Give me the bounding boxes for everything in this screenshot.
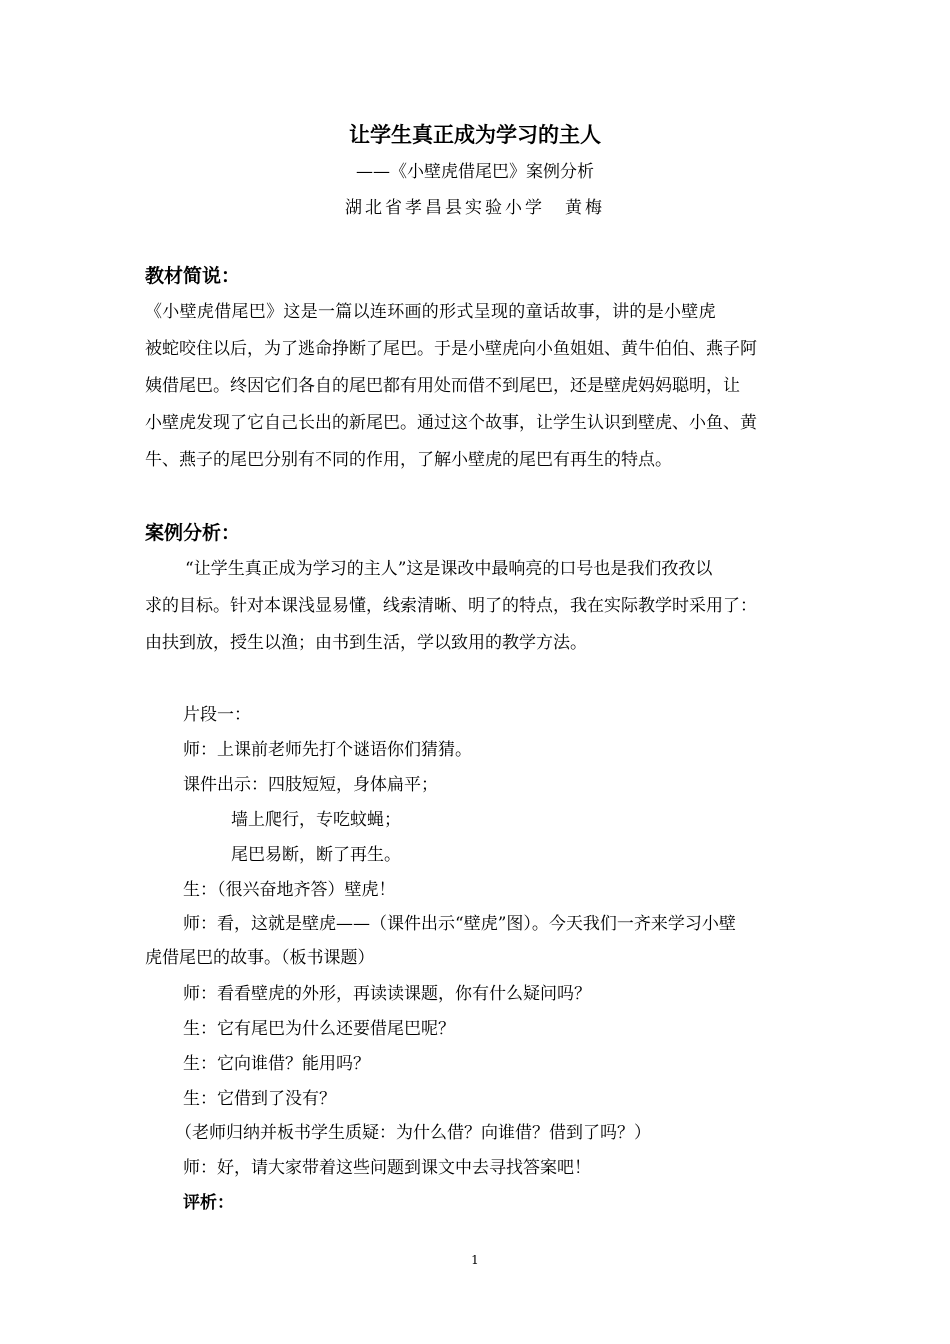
paragraph-line: 姨借尾巴。终因它们各自的尾巴都有用处而借不到尾巴，还是壁虎妈妈聪明，让 (145, 376, 740, 396)
page-number: 1 (471, 1253, 479, 1267)
document-subtitle: ——《小壁虎借尾巴》案例分析 (356, 162, 594, 182)
segment-label: 片段一： (183, 705, 251, 725)
dialogue-line: 生：它借到了没有？ (183, 1089, 336, 1109)
paragraph-line: “让学生真正成为学习的主人”这是课改中最响亮的口号也是我们孜孜以 (185, 559, 713, 579)
dialogue-line: 师：好，请大家带着这些问题到课文中去寻找答案吧！ (183, 1158, 591, 1178)
paragraph-line: 小壁虎发现了它自己长出的新尾巴。通过这个故事，让学生认识到壁虎、小鱼、黄 (145, 413, 757, 433)
dialogue-line: 生：它向谁借？能用吗？ (183, 1054, 370, 1074)
dialogue-line: 生：（很兴奋地齐答）壁虎！ (183, 880, 396, 900)
dialogue-line: （老师归纳并板书学生质疑：为什么借？向谁借？借到了吗？） (175, 1123, 651, 1143)
section-heading-textbook: 教材简说： (145, 265, 241, 287)
dialogue-line: 师：看，这就是壁虎——（课件出示“壁虎”图）。今天我们一齐来学习小壁 (183, 914, 736, 934)
dialogue-line: 师：上课前老师先打个谜语你们猜猜。 (183, 740, 472, 760)
dialogue-line: 师：看看壁虎的外形，再读读课题，你有什么疑问吗？ (183, 984, 591, 1004)
paragraph-line: 由扶到放，授生以渔；由书到生活，学以致用的教学方法。 (145, 633, 587, 653)
dialogue-line: 虎借尾巴的故事。（板书课题） (145, 948, 375, 968)
author-line: 湖北省孝昌县实验小学 黄梅 (345, 198, 605, 218)
comment-label: 评析： (183, 1193, 234, 1213)
riddle-line: 墙上爬行，专吃蚊蝇； (231, 810, 401, 830)
paragraph-line: 求的目标。针对本课浅显易懂，线索清晰、明了的特点，我在实际教学时采用了： (145, 596, 757, 616)
dialogue-line: 课件出示：四肢短短，身体扁平； (183, 775, 438, 795)
section-heading-analysis: 案例分析： (145, 522, 241, 544)
riddle-line: 尾巴易断，断了再生。 (231, 845, 401, 865)
dialogue-line: 生：它有尾巴为什么还要借尾巴呢？ (183, 1019, 455, 1039)
paragraph-line: 《小壁虎借尾巴》这是一篇以连环画的形式呈现的童话故事，讲的是小壁虎 (145, 302, 716, 322)
document-title: 让学生真正成为学习的主人 (349, 123, 601, 147)
paragraph-line: 被蛇咬住以后，为了逃命挣断了尾巴。于是小壁虎向小鱼姐姐、黄牛伯伯、燕子阿 (145, 339, 757, 359)
paragraph-line: 牛、燕子的尾巴分别有不同的作用，了解小壁虎的尾巴有再生的特点。 (145, 450, 672, 470)
